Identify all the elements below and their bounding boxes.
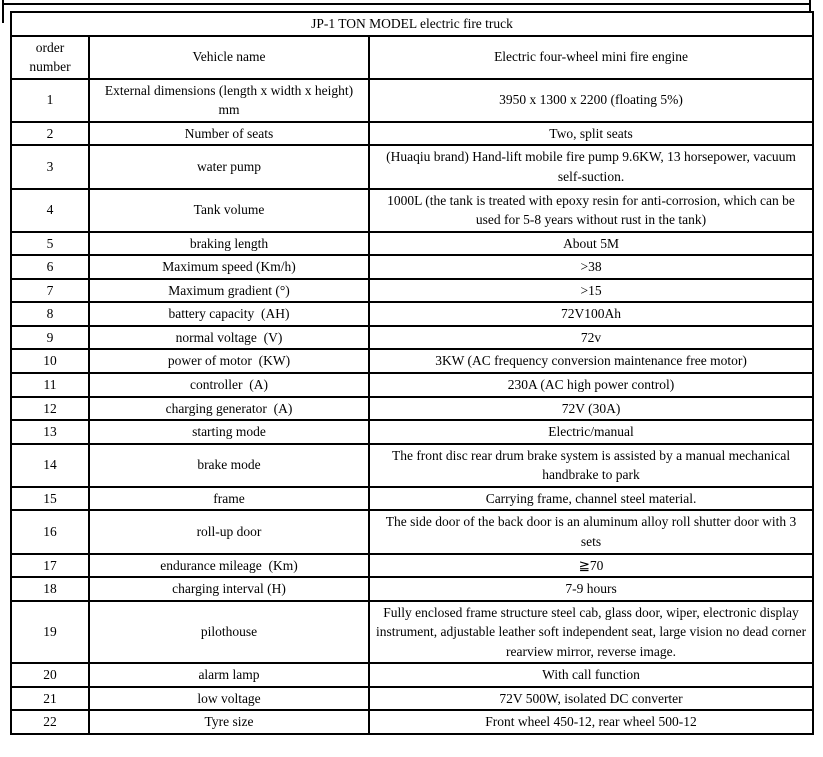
table-row bbox=[11, 373, 813, 397]
vehicle-name-cell: controller (A) bbox=[89, 373, 369, 397]
spec-value-cell: 72V100Ah bbox=[369, 302, 813, 326]
header-vehicle-name: Vehicle name bbox=[89, 36, 369, 79]
table-row bbox=[11, 601, 813, 664]
spec-value-cell: 1000L (the tank is treated with epoxy resin for anti-corrosion, which can be used for 5-8 years without rust in the tank) bbox=[369, 189, 813, 232]
vehicle-name-cell: power of motor (KW) bbox=[89, 349, 369, 373]
order-number-cell: 22 bbox=[11, 710, 89, 734]
table-row bbox=[11, 302, 813, 326]
spec-value-cell: With call function bbox=[369, 663, 813, 687]
table-row bbox=[11, 122, 813, 146]
order-number-cell: 18 bbox=[11, 577, 89, 601]
table-title-row bbox=[11, 12, 813, 36]
order-number-cell: 19 bbox=[11, 601, 89, 664]
table-row bbox=[11, 255, 813, 279]
order-number-cell: 21 bbox=[11, 687, 89, 711]
spec-value-cell: The side door of the back door is an aluminum alloy roll shutter door with 3 sets bbox=[369, 510, 813, 553]
vehicle-name-cell: frame bbox=[89, 487, 369, 511]
order-number-cell: 6 bbox=[11, 255, 89, 279]
vehicle-name-cell: roll-up door bbox=[89, 510, 369, 553]
order-number-cell: 10 bbox=[11, 349, 89, 373]
spec-value-cell: ≧70 bbox=[369, 554, 813, 578]
table-row bbox=[11, 710, 813, 734]
order-number-cell: 4 bbox=[11, 189, 89, 232]
spec-value-cell: 3950 x 1300 x 2200 (floating 5%) bbox=[369, 79, 813, 122]
order-number-cell: 15 bbox=[11, 487, 89, 511]
page-frame-fragment-horizontal bbox=[2, 3, 811, 5]
table-row bbox=[11, 663, 813, 687]
table-row bbox=[11, 232, 813, 256]
table-row bbox=[11, 145, 813, 188]
vehicle-name-cell: water pump bbox=[89, 145, 369, 188]
page-frame-fragment-left bbox=[2, 0, 4, 23]
vehicle-name-cell: Tyre size bbox=[89, 710, 369, 734]
table-row bbox=[11, 326, 813, 350]
order-number-cell: 3 bbox=[11, 145, 89, 188]
vehicle-name-cell: low voltage bbox=[89, 687, 369, 711]
order-number-cell: 1 bbox=[11, 79, 89, 122]
table-row bbox=[11, 554, 813, 578]
table-row bbox=[11, 510, 813, 553]
vehicle-name-cell: battery capacity (AH) bbox=[89, 302, 369, 326]
table-row bbox=[11, 279, 813, 303]
order-number-cell: 13 bbox=[11, 420, 89, 444]
vehicle-name-cell: External dimensions (length x width x height) mm bbox=[89, 79, 369, 122]
vehicle-name-cell: starting mode bbox=[89, 420, 369, 444]
spec-value-cell: >38 bbox=[369, 255, 813, 279]
vehicle-name-cell: charging interval (H) bbox=[89, 577, 369, 601]
spec-value-cell: 7-9 hours bbox=[369, 577, 813, 601]
header-order-number: order number bbox=[11, 36, 89, 79]
header-vehicle-description: Electric four-wheel mini fire engine bbox=[369, 36, 813, 79]
spec-table-body bbox=[11, 79, 813, 734]
spec-value-cell: Front wheel 450-12, rear wheel 500-12 bbox=[369, 710, 813, 734]
order-number-cell: 8 bbox=[11, 302, 89, 326]
table-row bbox=[11, 349, 813, 373]
order-number-cell: 9 bbox=[11, 326, 89, 350]
vehicle-name-cell: brake mode bbox=[89, 444, 369, 487]
table-row bbox=[11, 687, 813, 711]
vehicle-name-cell: Number of seats bbox=[89, 122, 369, 146]
spec-value-cell: Electric/manual bbox=[369, 420, 813, 444]
table-row bbox=[11, 189, 813, 232]
order-number-cell: 5 bbox=[11, 232, 89, 256]
vehicle-name-cell: endurance mileage (Km) bbox=[89, 554, 369, 578]
order-number-cell: 16 bbox=[11, 510, 89, 553]
spec-value-cell: The front disc rear drum brake system is assisted by a manual mechanical handbrake to park bbox=[369, 444, 813, 487]
spec-value-cell: Carrying frame, channel steel material. bbox=[369, 487, 813, 511]
table-row bbox=[11, 577, 813, 601]
order-number-cell: 2 bbox=[11, 122, 89, 146]
vehicle-name-cell: normal voltage (V) bbox=[89, 326, 369, 350]
vehicle-name-cell: Tank volume bbox=[89, 189, 369, 232]
vehicle-name-cell: Maximum gradient (°) bbox=[89, 279, 369, 303]
spec-value-cell: 72v bbox=[369, 326, 813, 350]
spec-value-cell: 230A (AC high power control) bbox=[369, 373, 813, 397]
spec-value-cell: Two, split seats bbox=[369, 122, 813, 146]
vehicle-name-cell: Maximum speed (Km/h) bbox=[89, 255, 369, 279]
vehicle-name-cell: alarm lamp bbox=[89, 663, 369, 687]
vehicle-name-cell: charging generator (A) bbox=[89, 397, 369, 421]
table-header-row bbox=[11, 36, 813, 79]
spec-value-cell: About 5M bbox=[369, 232, 813, 256]
page-title: JP-1 TON MODEL electric fire truck bbox=[11, 12, 813, 36]
spec-value-cell: Fully enclosed frame structure steel cab, glass door, wiper, electronic display instrument, adjustable leather soft independent seat, large vision no dead corner rearview mirror, reverse image. bbox=[369, 601, 813, 664]
table-row bbox=[11, 420, 813, 444]
spec-value-cell: 72V 500W, isolated DC converter bbox=[369, 687, 813, 711]
order-number-cell: 20 bbox=[11, 663, 89, 687]
table-row bbox=[11, 487, 813, 511]
order-number-cell: 12 bbox=[11, 397, 89, 421]
table-row bbox=[11, 397, 813, 421]
spec-value-cell: 72V (30A) bbox=[369, 397, 813, 421]
spec-table bbox=[10, 11, 814, 735]
spec-value-cell: 3KW (AC frequency conversion maintenance free motor) bbox=[369, 349, 813, 373]
vehicle-name-cell: braking length bbox=[89, 232, 369, 256]
order-number-cell: 7 bbox=[11, 279, 89, 303]
spec-value-cell: >15 bbox=[369, 279, 813, 303]
order-number-cell: 14 bbox=[11, 444, 89, 487]
table-row bbox=[11, 444, 813, 487]
order-number-cell: 11 bbox=[11, 373, 89, 397]
order-number-cell: 17 bbox=[11, 554, 89, 578]
spec-value-cell: (Huaqiu brand) Hand-lift mobile fire pump 9.6KW, 13 horsepower, vacuum self-suction. bbox=[369, 145, 813, 188]
vehicle-name-cell: pilothouse bbox=[89, 601, 369, 664]
table-row bbox=[11, 79, 813, 122]
